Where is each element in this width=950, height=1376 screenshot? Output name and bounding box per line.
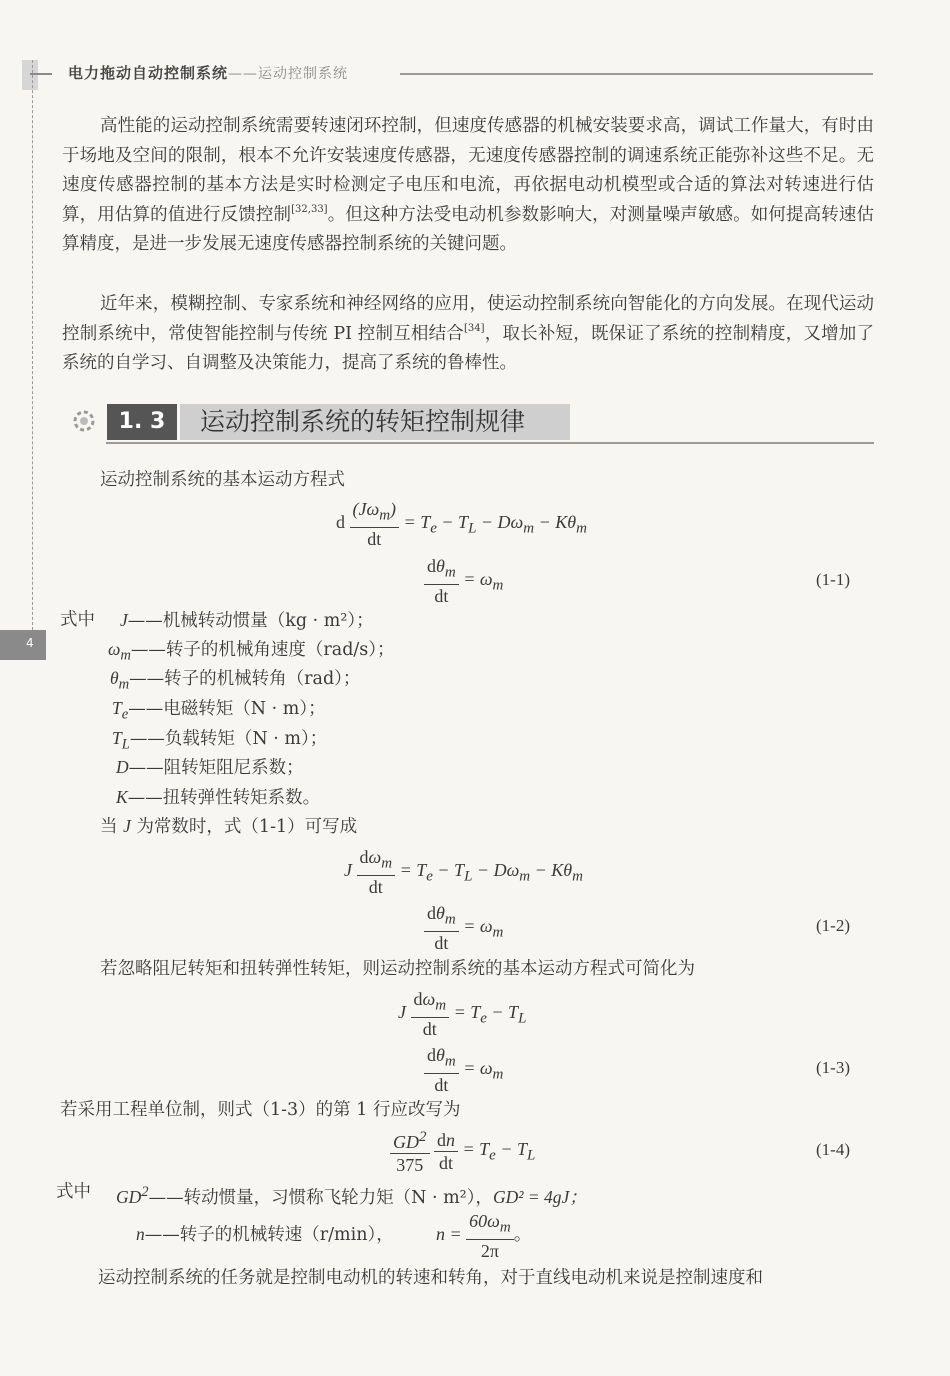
book-title: 电力拖动自动控制系统 <box>68 64 229 82</box>
definition-K: K——扭转弹性转矩系数。 <box>116 787 321 808</box>
paragraph-text: ，取长补短，既保证了系统的控制精度，又增加了系统的自学习、自调整及决策能力，提高了系统的鲁棒性。 <box>62 323 875 373</box>
definition-Te: $T_e——$电磁转矩（N · m）； <box>112 698 326 723</box>
equation-1-2-line2: $\frac{d\theta_m}{dt}$ = $\omega_m$ <box>424 902 503 954</box>
margin-dotted-rule <box>32 60 33 640</box>
neglect-text: 若忽略阻尼转矩和扭转弹性转矩，则运动控制系统的基本运动方程式可简化为 <box>100 959 695 979</box>
equation-1-1-line1: d $\frac{(J\omega_m)}{dt}$ = $T_e - T_L - D\omega_m - K\theta_m$ <box>336 499 587 549</box>
paragraph-text: 。但这种方法受电动机参数影响大，对测量噪声敏感。如何提高转速估算精度，是进一步发展无速度传感器控制系统的关键问题。 <box>62 204 875 254</box>
definition-n: n——转子的机械转速（r/min）， <box>136 1224 394 1245</box>
equation-1-1-line2: $\frac{d\theta_m}{dt}$ = $\omega_m$ <box>424 555 503 607</box>
last-line: 运动控制系统的任务就是控制电动机的转速和转角，对于直线电动机来说是控制速度和 <box>98 1268 763 1288</box>
paragraph-sensorless <box>62 112 874 260</box>
header-marker <box>22 60 38 90</box>
page-number: 4 <box>26 636 34 650</box>
j-constant-text: 当 J 为常数时，式（1-1）可写成 <box>100 816 358 837</box>
definition-TL: $T_L——$负载转矩（N · m）； <box>112 728 328 753</box>
where-label: 式中 <box>60 610 95 630</box>
section-title: 运动控制系统的转矩控制规律 <box>200 407 526 436</box>
page-number-tab <box>0 630 46 660</box>
citation: [32,33] <box>291 203 328 215</box>
header-rule <box>400 73 873 75</box>
where-label: 式中 <box>56 1182 91 1202</box>
equation-number: (1-2) <box>816 916 850 935</box>
definition-J: J——机械转动惯量（kg · m²）； <box>120 610 374 631</box>
paragraph-text: 高性能的运动控制系统需要转速闭环控制，但速度传感器的机械安装要求高，调试工作量大，有时由于场地及空间的限制，根本不允许安装速度传感器，无速度传感器控制的调速系统正能弥补这些不足。无速度传感器控制的基本方法是实时检测定子电压和电流，再依据电动机模型或合适的算法对转速进行估算，用估算的值进行反馈控制 <box>62 116 874 225</box>
running-header <box>68 62 348 83</box>
equation-1-3-line2: $\frac{d\theta_m}{dt}$ = $\omega_m$ <box>424 1044 503 1096</box>
equation-1-3-line1: J $\frac{d\omega_m}{dt}$ = $T_e - T_L$ <box>398 989 527 1039</box>
equation-number: (1-1) <box>816 570 850 589</box>
section-number: 1. 3 <box>118 409 166 434</box>
citation: [34] <box>464 322 485 334</box>
n-formula: n = $\frac{60\omega_m}{2\pi}$ 。 <box>436 1211 532 1261</box>
book-subtitle: 运动控制系统 <box>258 66 349 82</box>
equation-1-4: $\frac{GD^2}{375}$ $\frac{dn}{dt}$ = $T_e - T_L$ <box>390 1126 535 1176</box>
engineering-units-text: 若采用工程单位制，则式（1-3）的第 1 行应改写为 <box>60 1100 461 1120</box>
equation-number: (1-3) <box>816 1058 850 1077</box>
definition-D: D——阻转矩阻尼系数； <box>116 757 304 778</box>
definition-theta: $\theta_m——$转子的机械转角（rad）； <box>110 668 361 693</box>
definition-omega: $\omega_m——$转子的机械角速度（rad/s）； <box>108 639 395 664</box>
section-rule <box>106 442 874 444</box>
gear-icon <box>68 403 100 439</box>
definition-GD2: $GD^2——$转动惯量，习惯称飞轮力矩（N · m²），GD² = 4gJ； <box>116 1184 587 1208</box>
intro-text: 运动控制系统的基本运动方程式 <box>100 470 345 490</box>
paragraph-text: 近年来，模糊控制、专家系统和神经网络的应用，使运动控制系统向智能化的方向发展。在现代运动控制系统中，常使智能控制与传统 PI 控制互相结合 <box>62 294 874 344</box>
header-dash: —— <box>228 66 259 82</box>
header-rule-left <box>30 73 52 75</box>
equation-1-2-line1: J $\frac{d\omega_m}{dt}$ = $T_e - T_L - D\omega_m - K\theta_m$ <box>344 847 583 897</box>
paragraph-intelligent-control <box>62 290 874 379</box>
equation-number: (1-4) <box>816 1140 850 1159</box>
